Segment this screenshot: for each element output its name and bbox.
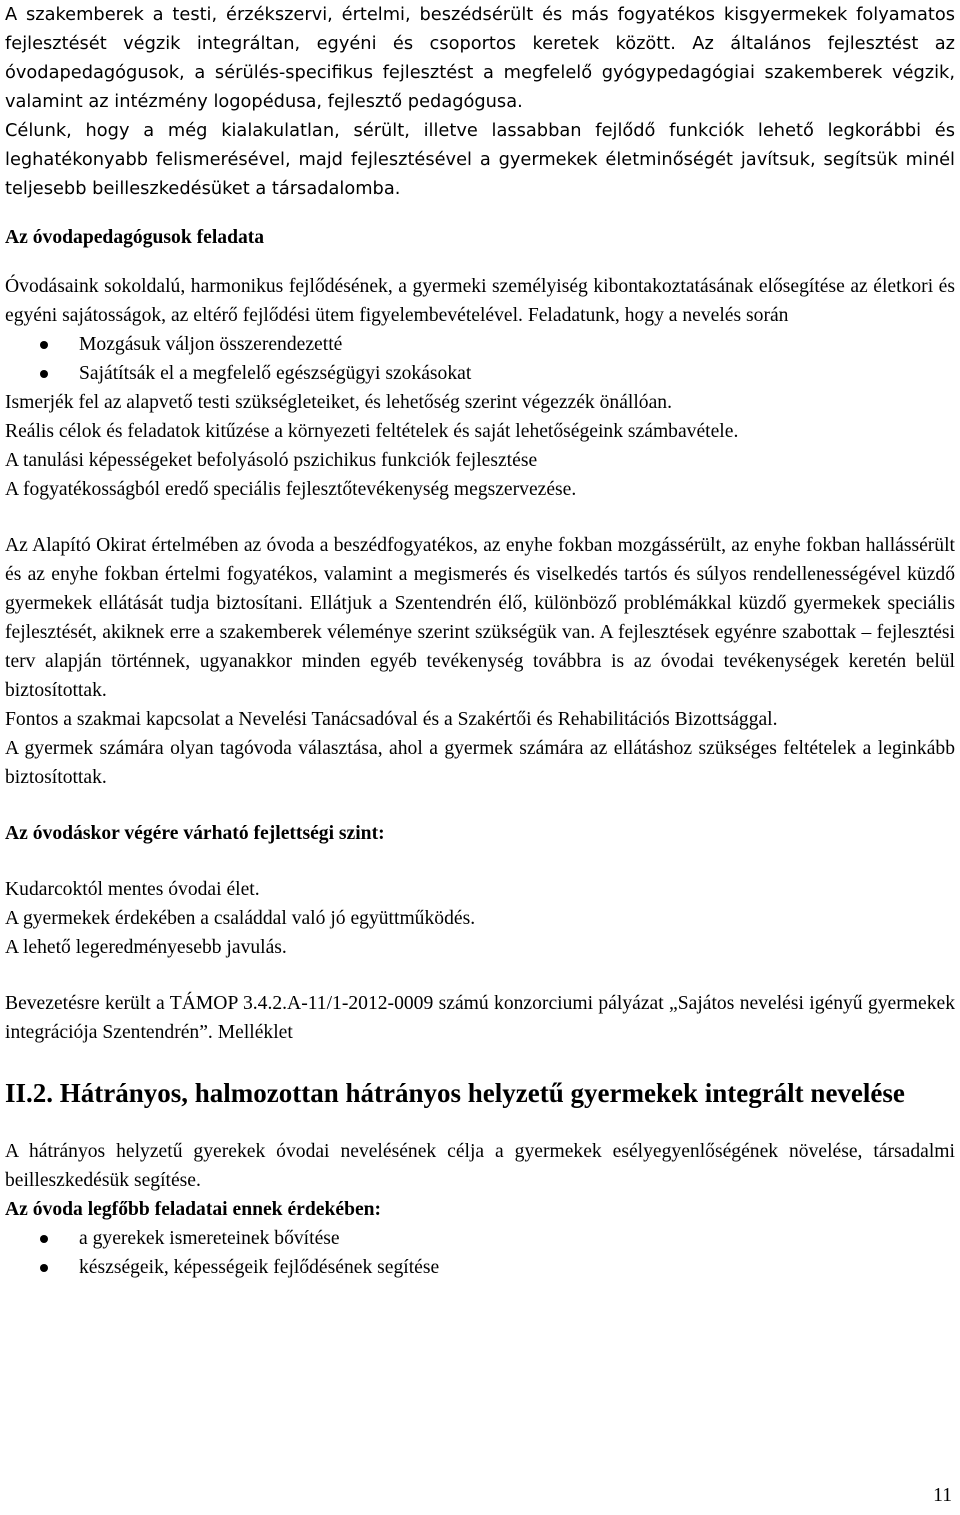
expected-level-heading: Az óvodáskor végére várható fejlettségi szint:	[5, 823, 385, 844]
list-item: a gyerekek ismereteinek bővítése	[5, 1224, 955, 1253]
section-title-text: Hátrányos, halmozottan hátrányos helyzetű gyermekek integrált nevelése	[59, 1078, 905, 1108]
teacher-tasks-heading: Az óvodapedagógusok feladata	[5, 227, 265, 248]
list-item: Sajátítsák el a megfelelő egészségügyi szokásokat	[5, 359, 955, 388]
page-number: 11	[933, 1485, 952, 1506]
bullet-icon	[40, 370, 48, 378]
expected-level-line-2: A gyermekek érdekében a családdal való jó együttműködés.	[5, 908, 476, 929]
document-page	[5, 0, 955, 1282]
section-bullet-list	[5, 1224, 955, 1282]
teacher-tasks-line-2: Reális célok és feladatok kitűzése a környezeti feltételek és saját lehetőségeink számbavétele.	[5, 421, 739, 442]
teacher-tasks-line-3: A tanulási képességeket befolyásoló pszichikus funkciók fejlesztése	[5, 450, 538, 471]
charter-paragraph-2: Fontos a szakmai kapcsolat a Nevelési Tanácsadóval és a Szakértői és Rehabilitációs Bizottsággal.	[5, 709, 778, 730]
teacher-tasks-paragraph: Óvodásaink sokoldalú, harmonikus fejlődésének, a gyermeki személyiség kibontakoztatásának elősegítése az életkori és egyéni sajátosságok, az eltérő fejlődési ütem figyelembevételével. Feladatunk, hogy a nevelés során	[5, 276, 955, 326]
tamop-paragraph: Bevezetésre került a TÁMOP 3.4.2.A-11/1-2012-0009 számú konzorciumi pályázat „Sajátos nevelési igényű gyermekek integrációja Szentendrén”. Melléklet	[5, 993, 955, 1043]
tasks-heading: Az óvoda legfőbb feladatai ennek érdekében:	[5, 1199, 382, 1220]
bullet-icon	[40, 1264, 48, 1272]
intro-paragraph-1: A szakemberek a testi, érzékszervi, értelmi, beszédsérült és más fogyatékos kisgyermekek folyamatos fejlesztését végzik integráltan, egyéni és csoportos keretek között. Az általános fejlesztést az óvodapedagógusok, a sérülés-specifikus fejlesztést a megfelelő gyógypedagógiai szakemberek végzik, valamint az intézmény logopédusa, fejlesztő pedagógusa.	[5, 4, 955, 112]
bullet-icon	[40, 341, 48, 349]
section-number: II.2.	[5, 1078, 54, 1108]
expected-level-line-3: A lehető legeredményesebb javulás.	[5, 937, 287, 958]
list-item: készségeik, képességeik fejlődésének segítése	[5, 1253, 955, 1282]
list-item: Mozgásuk váljon összerendezetté	[5, 330, 955, 359]
section-paragraph: A hátrányos helyzetű gyerekek óvodai nevelésének célja a gyermekek esélyegyenlőségének növelése, társadalmi beilleszkedésük segítése.	[5, 1141, 955, 1191]
bullet-icon	[40, 1235, 48, 1243]
teacher-tasks-line-1: Ismerjék fel az alapvető testi szükségleteiket, és lehetőség szerint végezzék önállóan.	[5, 392, 672, 413]
expected-level-line-1: Kudarcoktól mentes óvodai élet.	[5, 879, 260, 900]
teacher-tasks-bullet-list	[5, 330, 955, 388]
intro-paragraph-2: Célunk, hogy a még kialakulatlan, sérült, illetve lassabban fejlődő funkciók lehető legkorábbi és leghatékonyabb felismerésével, majd fejlesztésével a gyermekek életminőségét javítsuk, segítsük minél teljesebb beilleszkedésüket a társadalomba.	[5, 120, 955, 199]
charter-paragraph-3: A gyermek számára olyan tagóvoda választása, ahol a gyermek számára az ellátáshoz szükséges feltételek a leginkább biztosítottak.	[5, 738, 955, 788]
teacher-tasks-line-4: A fogyatékosságból eredő speciális fejlesztőtevékenység megszervezése.	[5, 479, 577, 500]
section-title	[5, 1076, 955, 1110]
charter-paragraph-1: Az Alapító Okirat értelmében az óvoda a beszédfogyatékos, az enyhe fokban mozgássérült, az enyhe fokban hallássérült és az enyhe fokban értelmi fogyatékos, valamint a megismerés és viselkedés tartós és súlyos rendellenességével küzdő gyermekek ellátását tudja biztosítani. Ellátjuk a Szentendrén élő, különböző problémákkal küzdő gyermekek speciális fejlesztését, akiknek erre a szakemberek véleménye szerint szükségük van. A fejlesztések egyénre szabottak – fejlesztési terv alapján történnek, ugyanakkor minden egyéb tevékenység továbbra is az óvodai tevékenységek keretén belül biztosítottak.	[5, 535, 955, 701]
